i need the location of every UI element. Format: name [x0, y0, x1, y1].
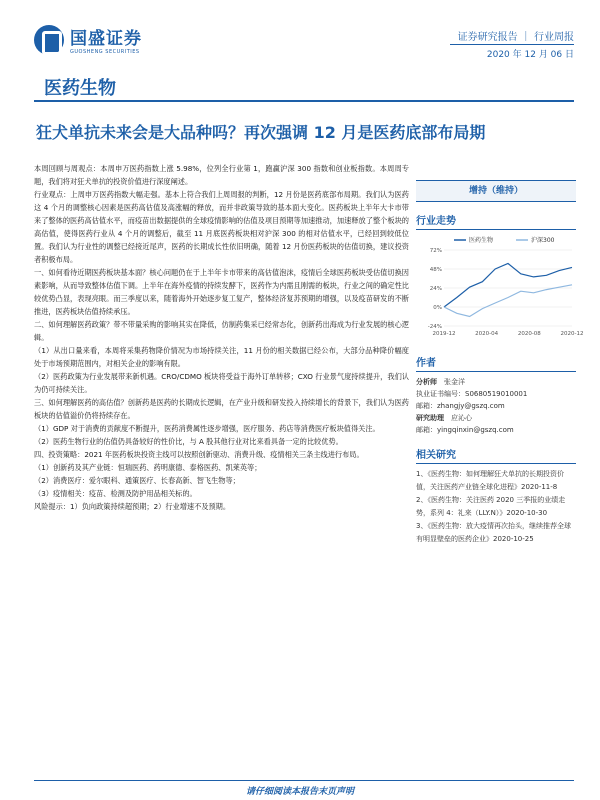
body-paragraph: （2）消费医疗：爱尔眼科、通策医疗、长春高新、智飞生物等； [34, 476, 240, 485]
x-tick-label: 2019-12 [432, 331, 456, 337]
sector-divider [34, 100, 574, 102]
related-item[interactable]: 2、《医药生物：关注医药 2020 三季报的业绩走势，系列 4：礼来（LLY.N）》2020-10-30 [416, 496, 566, 517]
footer-divider [34, 780, 574, 781]
logo-icon [34, 25, 64, 55]
sidebar [416, 162, 584, 546]
report-body [34, 162, 409, 513]
assistant-name: 应沁心 [451, 414, 472, 422]
document-type: 证券研究报告 ｜ 行业周报 [457, 32, 574, 43]
report-header [0, 0, 600, 78]
body-paragraph: 本周回顾与周观点：本周申万医药指数上涨 5.98%，位列全行业第 1，跑赢沪深 300 指数和创业板指数。本周周专题，我们将对狂犬单抗的投资价值进行深度阐述。 [34, 164, 409, 186]
analyst-name: 张金洋 [444, 378, 465, 386]
company-logo [34, 24, 142, 55]
related-list [416, 468, 576, 546]
y-tick-label: 24% [429, 286, 442, 292]
rating-badge: 增持（维持） [416, 180, 576, 202]
y-tick-label: 48% [429, 267, 442, 273]
assistant-role: 研究助理 [416, 414, 444, 422]
risk-warning: 风险提示：1）负向政策持续超预期；2）行业增速不及预期。 [34, 502, 231, 511]
body-paragraph: （2）医药生物行业的估值仍具备较好的性价比，与 A 股其他行业对比来看具备一定的比较优势。 [34, 437, 343, 446]
legend-label: 沪深300 [531, 237, 555, 244]
performance-chart [416, 234, 584, 344]
body-paragraph: 一、如何看待近期医药板块基本面？核心问题仍在于上半年卡市带来的高估值泡沫，疫情后全球医药板块受估值切换因素影响，从而导致整体估值下调。上半年在海外疫情的持续发酵下，医药作为内需且刚需的板块，行业之间的确定性比较优势凸显，表现亮眼。而三季度以来，随着海外开始逐步复工复产，整体经济复苏预期的增强，以及疫苗研发的不断推进，医药板块估值持续承压。 [34, 268, 409, 316]
series-line [444, 264, 572, 308]
y-tick-label: 72% [429, 248, 442, 254]
analyst-title: 作者 [416, 354, 576, 372]
report-date: 2020 年 12 月 06 日 [486, 50, 574, 60]
series-line [444, 285, 572, 317]
body-paragraph: 二、如何理解医药政策？带不带量采购的影响其实在降低，仿制药集采已经常态化，创新药出海成为行业发展的核心逻辑。 [34, 320, 409, 342]
body-paragraph: 三、如何理解医药的高估值？创新药是医药的长期成长逻辑，在产业升级和研发投入持续增长的背景下，我们认为医药板块的估值溢价仍将持续存在。 [34, 398, 409, 420]
assistant-email[interactable]: 邮箱：yingqinxin@gszq.com [416, 426, 514, 434]
body-paragraph: 行业观点：上周申万医药指数大幅走强。基本上符合我们上周周报的判断，12 月份是医药底部布局期。我们认为医药这 4 个月的调整核心因素是医药高估值及高涨幅的释放，而并非政策导致的基本面大变化。医药板块上半年大卡市带来了整体的医药高估值水平，而疫苗出数据提供的全球疫情影响的估值及项目预期等加速推动，加速释放了整个板块的高估值，使得医药行业从 4 个月的调整后，截至 11 月底医药板块相对沪深 300 的相对估值水平，已经回到较低位置。我们认为行业性的调整已经接近尾声，医药的长期成长性依旧明确，随着 12 月份医药板块的估值切换，建议投资者积极布局。 [34, 190, 409, 264]
body-paragraph: （1）GDP 对于消费的贡献度不断提升，医药消费属性逐步增强，医疗服务、药店等消费医疗板块值得关注。 [34, 424, 380, 433]
header-divider [450, 44, 574, 45]
x-tick-label: 2020-08 [517, 331, 541, 337]
legend-label: 医药生物 [469, 237, 494, 244]
company-name-en: GUOSHENG SECURITIES [70, 49, 140, 55]
y-tick-label: 0% [433, 305, 442, 311]
company-name: 国盛证券 [70, 29, 142, 49]
x-tick-label: 2020-12 [560, 331, 584, 337]
performance-title: 行业走势 [416, 212, 576, 230]
related-item[interactable]: 3、《医药生物：放大疫情再次抬头，继续推荐全球有明显壁垒的医药企业》2020-10-25 [416, 522, 571, 543]
chart-svg [416, 234, 584, 344]
related-item[interactable]: 1、《医药生物：如何理解狂犬单抗的长期投资价值，关注医药产业链全球化进程》2020-11-8 [416, 470, 564, 491]
body-paragraph: （3）疫情相关：疫苗、检测及防护用品相关标的。 [34, 489, 197, 498]
body-paragraph: （1）从出口量来看，本周将采集药物降价情况为市场持续关注，11 月份的相关数据已经公布，大部分品种降价幅度处于市场预期范围内，对相关企业的影响有限。 [34, 346, 409, 368]
y-tick-label: -24% [427, 324, 442, 330]
x-tick-label: 2020-04 [475, 331, 499, 337]
analyst-block [416, 376, 576, 436]
body-paragraph: （2）医药政策为行业发展带来新机遇。CRO/CDMO 板块将受益于海外订单转移；CXO 行业景气度持续提升，我们认为仍可持续关注。 [34, 372, 409, 394]
related-title: 相关研究 [416, 446, 576, 464]
body-paragraph: （1）创新药及其产业链：恒瑞医药、药明康德、泰格医药、凯莱英等； [34, 463, 262, 472]
footer-disclaimer: 请仔细阅读本报告末页声明 [245, 787, 354, 797]
body-paragraph: 四、投资策略：2021 年医药板块投资主线可以按照创新驱动、消费升级、疫情相关三条主线进行布局。 [34, 450, 364, 459]
analyst-email[interactable]: 邮箱：zhangjy@gszq.com [416, 402, 505, 410]
analyst-role: 分析师 [416, 378, 437, 386]
report-title: 狂犬单抗未来会是大品种吗？再次强调 12 月是医药底部布局期 [36, 123, 486, 142]
sector-name: 医药生物 [44, 78, 116, 99]
analyst-cert: 执业证书编号：S0680519010001 [416, 390, 528, 398]
